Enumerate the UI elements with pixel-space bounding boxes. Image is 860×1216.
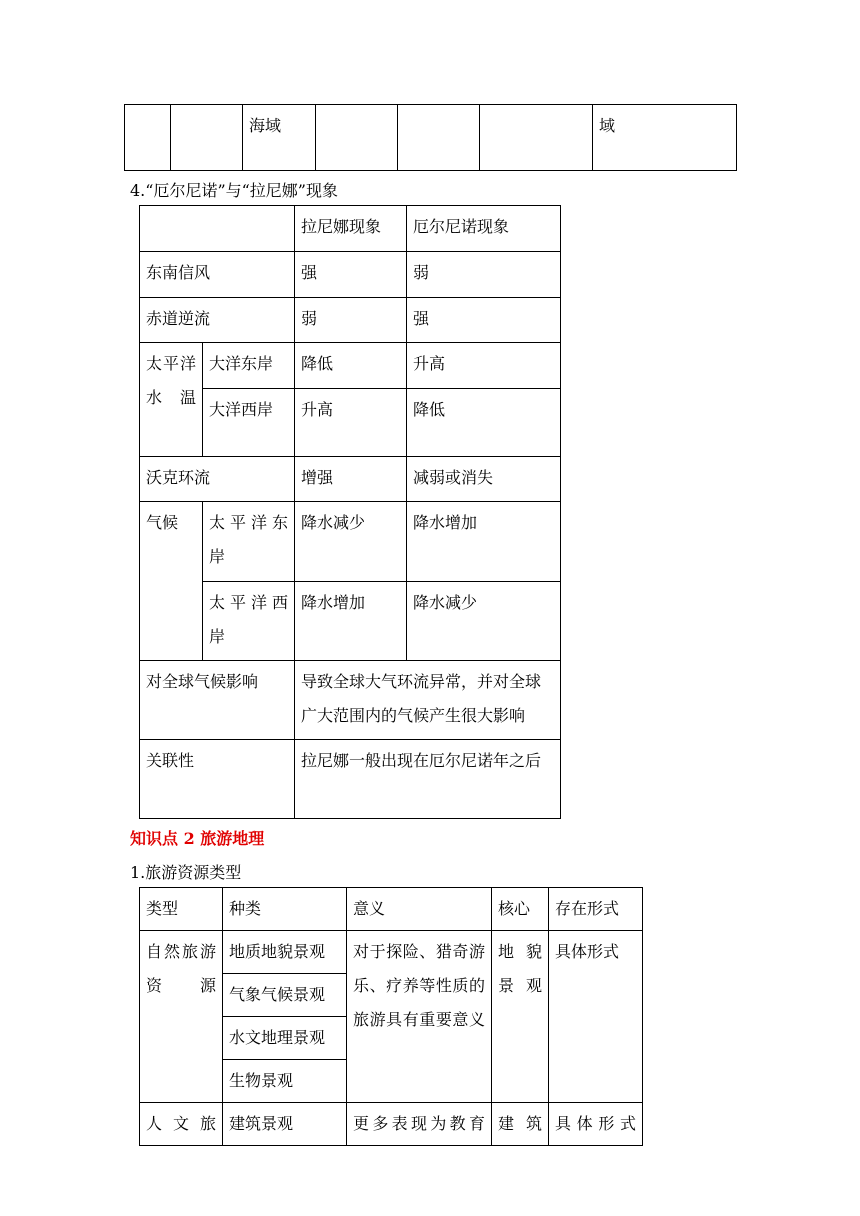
- knowledge-point-2-heading: 知识点 2 旅游地理: [130, 829, 265, 848]
- tourism-header-form: 存在形式: [549, 888, 643, 931]
- cultural-meaning: 更多表现为教育: [347, 1103, 492, 1146]
- water-temp-west-el-nino: 降低: [407, 389, 561, 457]
- water-temp-east-la-nina: 降低: [295, 343, 407, 389]
- top-cell-1: [125, 105, 171, 171]
- water-temp-west-label: 大洋西岸: [203, 389, 295, 457]
- counter-current-label: 赤道逆流: [140, 298, 295, 343]
- cultural-kind-1: 建筑景观: [223, 1103, 347, 1146]
- climate-east-la-nina: 降水减少: [295, 502, 407, 582]
- walker-la-nina: 增强: [295, 457, 407, 502]
- cultural-type: 人文旅: [140, 1103, 223, 1146]
- water-temp-west-la-nina: 升高: [295, 389, 407, 457]
- top-cell-7: 域: [593, 105, 737, 171]
- global-impact-label: 对全球气候影响: [140, 661, 295, 740]
- natural-kind-3: 水文地理景观: [223, 1017, 347, 1060]
- water-temp-east-label: 大洋东岸: [203, 343, 295, 389]
- top-cell-4: [316, 105, 398, 171]
- tourism-table: [139, 887, 643, 1146]
- global-impact-value: 导致全球大气环流异常，并对全球广大范围内的气候产生很大影响: [295, 661, 561, 740]
- section1-title: 1.旅游资源类型: [130, 863, 242, 882]
- natural-core: 地貌景观: [492, 931, 549, 1103]
- natural-kind-2: 气象气候景观: [223, 974, 347, 1017]
- enso-table: [139, 205, 561, 819]
- top-table: [124, 104, 737, 171]
- water-temp-east-el-nino: 升高: [407, 343, 561, 389]
- top-cell-6: [480, 105, 593, 171]
- walker-el-nino: 减弱或消失: [407, 457, 561, 502]
- top-cell-3: 海域: [243, 105, 316, 171]
- climate-label: 气候: [140, 502, 203, 661]
- climate-west-label: 太平洋西岸: [203, 582, 295, 661]
- enso-header-el-nino: 厄尔尼诺现象: [407, 206, 561, 252]
- top-cell-2: [171, 105, 243, 171]
- natural-kind-4: 生物景观: [223, 1060, 347, 1103]
- walker-label: 沃克环流: [140, 457, 295, 502]
- cultural-core: 建筑: [492, 1103, 549, 1146]
- tourism-header-kind: 种类: [223, 888, 347, 931]
- tourism-header-core: 核心: [492, 888, 549, 931]
- relation-value: 拉尼娜一般出现在厄尔尼诺年之后: [295, 740, 561, 819]
- counter-current-la-nina: 弱: [295, 298, 407, 343]
- top-cell-5: [398, 105, 480, 171]
- tourism-header-type: 类型: [140, 888, 223, 931]
- relation-label: 关联性: [140, 740, 295, 819]
- cultural-form: 具体形式: [549, 1103, 643, 1146]
- climate-west-el-nino: 降水减少: [407, 582, 561, 661]
- section4-title: 4.“厄尔尼诺”与“拉尼娜”现象: [130, 181, 338, 200]
- natural-form: 具体形式: [549, 931, 643, 1103]
- trade-wind-el-nino: 弱: [407, 252, 561, 298]
- natural-type: 自然旅游资源: [140, 931, 223, 1103]
- counter-current-el-nino: 强: [407, 298, 561, 343]
- natural-meaning: 对于探险、猎奇游乐、疗养等性质的旅游具有重要意义: [347, 931, 492, 1103]
- enso-header-blank: [140, 206, 295, 252]
- trade-wind-la-nina: 强: [295, 252, 407, 298]
- enso-header-la-nina: 拉尼娜现象: [295, 206, 407, 252]
- trade-wind-label: 东南信风: [140, 252, 295, 298]
- water-temp-label: 太平洋水温: [140, 343, 203, 457]
- tourism-header-meaning: 意义: [347, 888, 492, 931]
- climate-east-label: 太平洋东岸: [203, 502, 295, 582]
- climate-east-el-nino: 降水增加: [407, 502, 561, 582]
- climate-west-la-nina: 降水增加: [295, 582, 407, 661]
- natural-kind-1: 地质地貌景观: [223, 931, 347, 974]
